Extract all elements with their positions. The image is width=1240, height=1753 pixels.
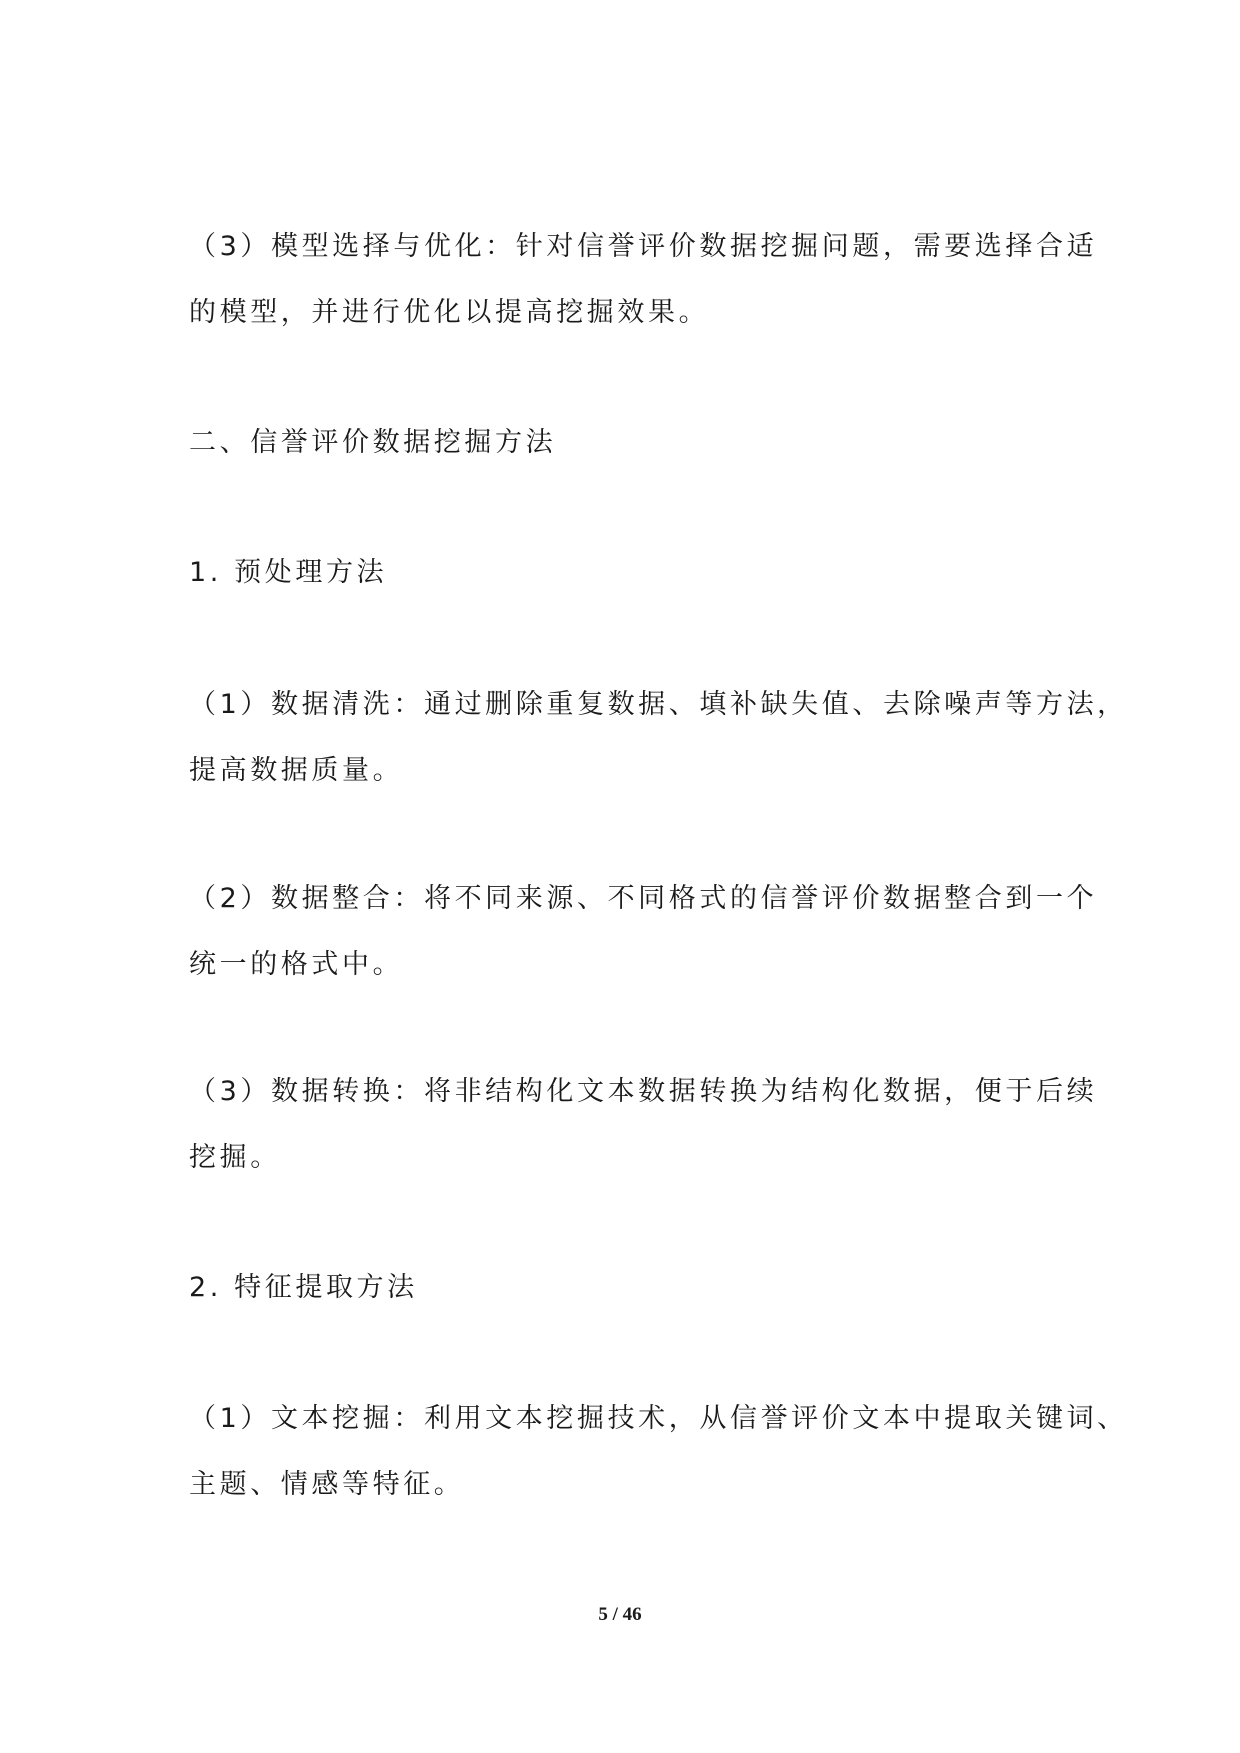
text-line: 挖掘。 bbox=[189, 1142, 281, 1173]
text-line: （1）文本挖掘：利用文本挖掘技术，从信誉评价文本中提取关键词、 bbox=[189, 1403, 1128, 1434]
text-line: （1）数据清洗：通过删除重复数据、填补缺失值、去除噪声等方法， bbox=[189, 689, 1128, 720]
text-line: （3）数据转换：将非结构化文本数据转换为结构化数据，便于后续 bbox=[189, 1076, 1098, 1107]
paragraph-model-selection bbox=[189, 214, 1098, 346]
section-heading: 二、信誉评价数据挖掘方法 bbox=[189, 427, 557, 458]
paragraph-data-integration bbox=[189, 866, 1098, 998]
text-line: （2）数据整合：将不同来源、不同格式的信誉评价数据整合到一个 bbox=[189, 883, 1098, 914]
text-line: 的模型，并进行优化以提高挖掘效果。 bbox=[189, 297, 710, 328]
text-line: （3）模型选择与优化：针对信誉评价数据挖掘问题，需要选择合适 bbox=[189, 231, 1098, 262]
page-number: 5 / 46 bbox=[598, 1604, 642, 1625]
text-line: 提高数据质量。 bbox=[189, 755, 404, 786]
subsection-heading-feature-extraction: 2. 特征提取方法 bbox=[189, 1272, 418, 1303]
text-line: 主题、情感等特征。 bbox=[189, 1469, 465, 1500]
text-line: 统一的格式中。 bbox=[189, 949, 404, 980]
paragraph-data-transformation bbox=[189, 1059, 1098, 1191]
paragraph-text-mining bbox=[189, 1386, 1128, 1518]
paragraph-data-cleaning bbox=[189, 672, 1128, 804]
subsection-heading-preprocessing: 1. 预处理方法 bbox=[189, 557, 388, 588]
